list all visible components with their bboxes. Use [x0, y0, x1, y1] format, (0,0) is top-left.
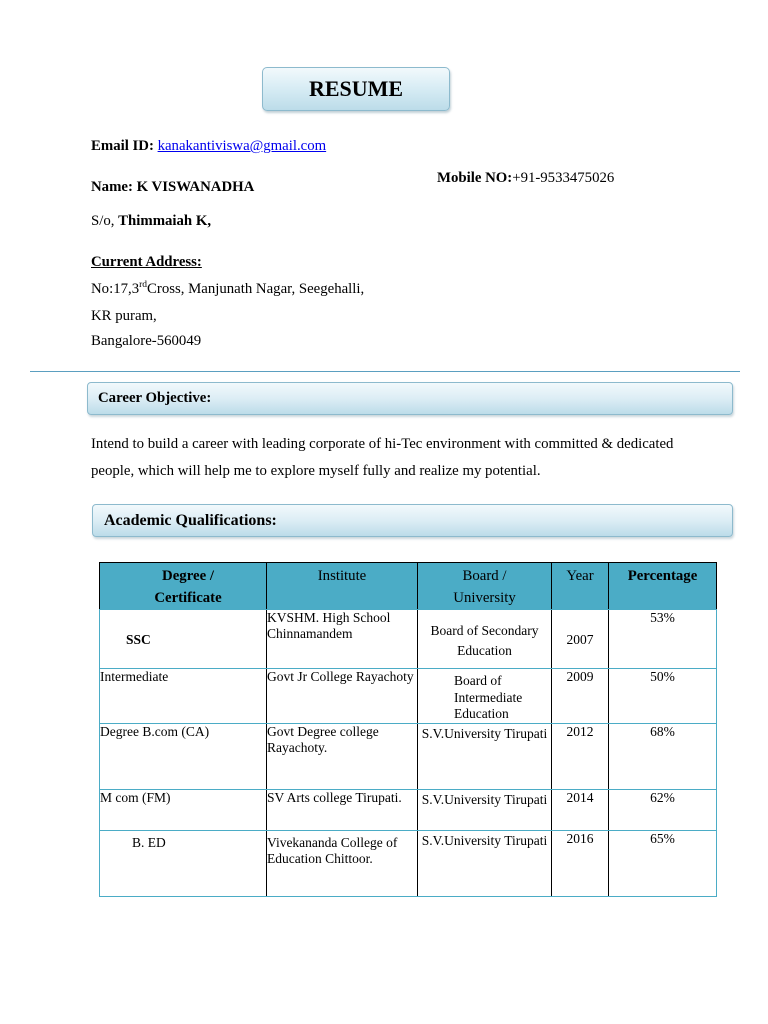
column-header-board: Board / University [418, 563, 552, 610]
cell-degree: M com (FM) [100, 790, 267, 831]
column-header-institute: Institute [267, 563, 418, 610]
cell-board: Board of Secondary Education [418, 610, 552, 669]
cell-degree: SSC [100, 610, 267, 669]
name-label: Name: [91, 179, 133, 195]
cell-year: 2014 [552, 790, 609, 831]
parent-line [91, 212, 211, 230]
cell-degree: Intermediate [100, 669, 267, 724]
career-objective-text: Intend to build a career with leading corporate of hi-Tec environment with committed & dedicated people, which will help me to explore myself fully and realize my potential. [91, 436, 674, 479]
mobile-line [437, 169, 614, 187]
column-header-degree: Degree / Certificate [100, 563, 267, 610]
parent-name: Thimmaiah K, [118, 213, 212, 229]
cell-institute: Govt Jr College Rayachoty [267, 669, 418, 724]
cell-institute: KVSHM. High School Chinnamandem [267, 610, 418, 669]
academic-qualifications-header-box [92, 504, 733, 537]
email-link[interactable]: kanakantiviswa@gmail.com [157, 138, 327, 154]
address-ordinal-suffix: rd [139, 280, 148, 290]
address-line-3: Bangalore-560049 [91, 333, 202, 349]
table-row [100, 669, 717, 724]
cell-year: 2009 [552, 669, 609, 724]
academic-qualifications-heading: Academic Qualifications: [104, 511, 277, 529]
cell-year: 2007 [552, 610, 609, 669]
address-line-2: KR puram, [91, 308, 157, 324]
academic-qualifications-table [99, 562, 717, 897]
cell-board: Board of Intermediate Education [418, 669, 552, 724]
mobile-label: Mobile NO: [437, 170, 513, 186]
cell-percentage: 50% [609, 669, 717, 724]
email-label: Email ID: [91, 138, 154, 154]
cell-board: S.V.University Tirupati [418, 790, 552, 831]
cell-percentage: 53% [609, 610, 717, 669]
cell-institute: Vivekananda College of Education Chittoor. [267, 831, 418, 897]
address-number: No:17,3 [91, 281, 140, 297]
table-row [100, 610, 717, 669]
table-row [100, 831, 717, 897]
address-street: Cross, Manjunath Nagar, Seegehalli, [147, 281, 365, 297]
cell-year: 2016 [552, 831, 609, 897]
section-divider [30, 371, 740, 372]
column-header-year: Year [552, 563, 609, 610]
table-row [100, 724, 717, 790]
career-objective-header-box [87, 382, 733, 415]
parent-prefix: S/o, [91, 213, 115, 229]
table-row [100, 790, 717, 831]
cell-board: S.V.University Tirupati [418, 831, 552, 897]
candidate-name: K VISWANADHA [136, 179, 255, 195]
cell-percentage: 62% [609, 790, 717, 831]
cell-board: S.V.University Tirupati [418, 724, 552, 790]
page-title: RESUME [308, 76, 404, 101]
name-line [91, 178, 254, 196]
mobile-number: +91-9533475026 [512, 170, 615, 186]
career-objective-heading: Career Objective: [98, 390, 212, 406]
cell-percentage: 65% [609, 831, 717, 897]
cell-degree: B. ED [100, 831, 267, 897]
address-line-1 [91, 280, 364, 298]
address-heading: Current Address: [91, 254, 202, 270]
cell-degree: Degree B.com (CA) [100, 724, 267, 790]
cell-institute: Govt Degree college Rayachoty. [267, 724, 418, 790]
table-header-row [100, 563, 717, 610]
cell-year: 2012 [552, 724, 609, 790]
column-header-percentage: Percentage [609, 563, 717, 610]
page-title-box [262, 67, 450, 111]
email-line [91, 137, 326, 155]
cell-institute: SV Arts college Tirupati. [267, 790, 418, 831]
cell-percentage: 68% [609, 724, 717, 790]
